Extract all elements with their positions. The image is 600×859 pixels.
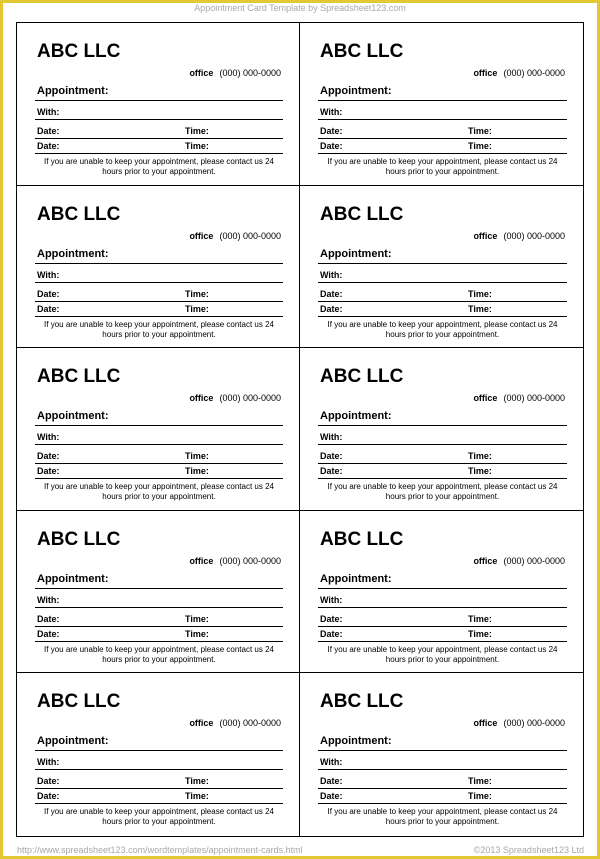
company-name: ABC LLC [37, 41, 121, 62]
appointment-field[interactable] [35, 248, 283, 264]
cancellation-notice: If you are unable to keep your appointment, please contact us 24 hours prior to your appointment. [44, 319, 274, 339]
appointment-label: Appointment: [37, 85, 109, 97]
office-phone: (000) 000-0000 [219, 718, 281, 729]
appointment-field[interactable] [318, 735, 567, 751]
date-label: Date: [37, 303, 60, 314]
appointment-card [17, 673, 300, 836]
appointment-card [17, 186, 300, 349]
appointment-card [300, 348, 583, 511]
date-time-field-2[interactable] [35, 141, 283, 154]
office-phone-row [189, 393, 281, 403]
company-name: ABC LLC [320, 528, 404, 550]
date-time-field[interactable] [35, 614, 283, 627]
with-field[interactable] [35, 270, 283, 283]
with-field[interactable] [35, 595, 283, 608]
date-label: Date: [320, 451, 343, 462]
time-label: Time: [185, 288, 209, 299]
with-field[interactable] [35, 757, 283, 770]
company-name: ABC LLC [320, 366, 404, 388]
cancellation-notice: If you are unable to keep your appointment, please contact us 24 hours prior to your appointment. [44, 482, 274, 502]
appointment-field[interactable] [318, 573, 567, 589]
date-label: Date: [320, 141, 343, 151]
time-label: Time: [468, 776, 492, 787]
company-name: ABC LLC [37, 203, 121, 225]
office-label: office [189, 718, 214, 729]
company-name: ABC LLC [37, 366, 121, 388]
cancellation-notice: If you are unable to keep your appointment, please contact us 24 hours prior to your appointment. [44, 157, 274, 176]
company-name: ABC LLC [320, 691, 404, 713]
office-label: office [473, 393, 498, 404]
date-time-field-2[interactable] [318, 304, 567, 317]
office-label: office [473, 718, 498, 729]
appointment-card [17, 511, 300, 674]
appointment-label: Appointment: [37, 572, 109, 585]
appointment-card [300, 23, 583, 186]
time-label: Time: [185, 613, 209, 624]
appointment-field[interactable] [35, 410, 283, 426]
with-field[interactable] [35, 432, 283, 445]
office-phone-row [473, 68, 565, 78]
document-header: Appointment Card Template by Spreadsheet123.com [194, 3, 406, 13]
with-label: With: [320, 269, 343, 280]
appointment-field[interactable] [318, 410, 567, 426]
company-name: ABC LLC [320, 41, 404, 62]
office-phone-row [473, 556, 565, 566]
with-field[interactable] [318, 432, 567, 445]
date-time-field-2[interactable] [35, 791, 283, 804]
date-label: Date: [320, 791, 343, 802]
date-label: Date: [37, 613, 60, 624]
with-label: With: [37, 269, 60, 280]
company-name: ABC LLC [37, 528, 121, 550]
cancellation-notice: If you are unable to keep your appointment, please contact us 24 hours prior to your appointment. [327, 482, 558, 502]
cancellation-notice: If you are unable to keep your appointment, please contact us 24 hours prior to your appointment. [44, 644, 274, 664]
with-field[interactable] [35, 107, 283, 120]
cancellation-notice: If you are unable to keep your appointment, please contact us 24 hours prior to your appointment. [327, 644, 558, 664]
office-phone: (000) 000-0000 [503, 555, 565, 566]
date-time-field[interactable] [35, 776, 283, 789]
date-label: Date: [37, 141, 60, 151]
appointment-field[interactable] [35, 85, 283, 101]
time-label: Time: [468, 613, 492, 624]
with-label: With: [320, 757, 343, 768]
time-label: Time: [468, 466, 492, 477]
date-time-field-2[interactable] [35, 304, 283, 317]
date-label: Date: [37, 288, 60, 299]
date-time-field[interactable] [318, 289, 567, 302]
office-label: office [189, 68, 214, 78]
office-phone: (000) 000-0000 [219, 230, 281, 241]
with-field[interactable] [318, 107, 567, 120]
date-time-field-2[interactable] [35, 629, 283, 642]
appointment-label: Appointment: [320, 247, 392, 260]
date-label: Date: [37, 466, 60, 477]
date-time-field[interactable] [318, 614, 567, 627]
with-label: With: [37, 107, 60, 117]
with-label: With: [37, 432, 60, 443]
with-label: With: [320, 432, 343, 443]
footer-copyright: ©2013 Spreadsheet123 Ltd [473, 845, 584, 855]
date-time-field[interactable] [35, 451, 283, 464]
office-label: office [473, 68, 498, 78]
time-label: Time: [468, 126, 492, 136]
appointment-label: Appointment: [320, 735, 392, 748]
with-field[interactable] [318, 270, 567, 283]
date-time-field[interactable] [318, 776, 567, 789]
date-time-field[interactable] [318, 126, 567, 139]
time-label: Time: [185, 791, 209, 802]
date-label: Date: [320, 613, 343, 624]
time-label: Time: [185, 628, 209, 639]
time-label: Time: [468, 288, 492, 299]
date-label: Date: [320, 303, 343, 314]
office-phone: (000) 000-0000 [219, 68, 281, 78]
date-label: Date: [37, 628, 60, 639]
office-label: office [189, 230, 214, 241]
appointment-field[interactable] [318, 248, 567, 264]
time-label: Time: [185, 466, 209, 477]
time-label: Time: [468, 791, 492, 802]
appointment-card [17, 348, 300, 511]
date-label: Date: [37, 451, 60, 462]
appointment-label: Appointment: [320, 572, 392, 585]
date-label: Date: [320, 628, 343, 639]
office-label: office [189, 555, 214, 566]
office-phone: (000) 000-0000 [503, 393, 565, 404]
time-label: Time: [185, 303, 209, 314]
date-time-field[interactable] [35, 289, 283, 302]
date-time-field-2[interactable] [318, 791, 567, 804]
office-phone: (000) 000-0000 [503, 68, 565, 78]
appointment-label: Appointment: [37, 735, 109, 748]
appointment-label: Appointment: [37, 247, 109, 260]
appointment-label: Appointment: [37, 410, 109, 423]
date-time-field-2[interactable] [318, 141, 567, 154]
office-phone-row [189, 68, 281, 78]
appointment-field[interactable] [35, 735, 283, 751]
time-label: Time: [185, 126, 209, 136]
time-label: Time: [468, 303, 492, 314]
date-time-field-2[interactable] [35, 466, 283, 479]
date-time-field[interactable] [35, 126, 283, 139]
company-name: ABC LLC [320, 203, 404, 225]
date-label: Date: [320, 288, 343, 299]
appointment-card [300, 511, 583, 674]
appointment-card [17, 23, 300, 186]
with-field[interactable] [318, 757, 567, 770]
appointment-label: Appointment: [320, 85, 392, 97]
office-phone-row [473, 718, 565, 728]
date-time-field[interactable] [318, 451, 567, 464]
company-name: ABC LLC [37, 691, 121, 713]
cancellation-notice: If you are unable to keep your appointment, please contact us 24 hours prior to your appointment. [44, 807, 274, 827]
date-label: Date: [320, 776, 343, 787]
office-phone-row [189, 231, 281, 241]
date-label: Date: [320, 126, 343, 136]
office-phone-row [473, 393, 565, 403]
date-label: Date: [37, 791, 60, 802]
office-phone: (000) 000-0000 [503, 718, 565, 729]
date-label: Date: [320, 466, 343, 477]
appointment-field[interactable] [35, 573, 283, 589]
office-label: office [473, 555, 498, 566]
office-label: office [473, 230, 498, 241]
office-phone: (000) 000-0000 [219, 555, 281, 566]
time-label: Time: [468, 628, 492, 639]
with-label: With: [37, 757, 60, 768]
appointment-card [300, 186, 583, 349]
office-phone-row [189, 556, 281, 566]
date-label: Date: [37, 776, 60, 787]
with-label: With: [37, 594, 60, 605]
with-label: With: [320, 594, 343, 605]
with-label: With: [320, 107, 343, 117]
date-label: Date: [37, 126, 60, 136]
card-sheet [16, 22, 584, 837]
date-time-field-2[interactable] [318, 629, 567, 642]
time-label: Time: [185, 141, 209, 151]
office-phone: (000) 000-0000 [503, 230, 565, 241]
office-phone-row [473, 231, 565, 241]
cancellation-notice: If you are unable to keep your appointment, please contact us 24 hours prior to your appointment. [327, 807, 558, 827]
date-time-field-2[interactable] [318, 466, 567, 479]
footer-url[interactable]: http://www.spreadsheet123.com/wordtemplates/appointment-cards.html [17, 845, 303, 855]
appointment-label: Appointment: [320, 410, 392, 423]
time-label: Time: [468, 141, 492, 151]
office-label: office [189, 393, 214, 404]
appointment-field[interactable] [318, 85, 567, 101]
time-label: Time: [185, 451, 209, 462]
time-label: Time: [468, 451, 492, 462]
appointment-card [300, 673, 583, 836]
with-field[interactable] [318, 595, 567, 608]
office-phone: (000) 000-0000 [219, 393, 281, 404]
time-label: Time: [185, 776, 209, 787]
cancellation-notice: If you are unable to keep your appointment, please contact us 24 hours prior to your appointment. [327, 319, 558, 339]
cancellation-notice: If you are unable to keep your appointment, please contact us 24 hours prior to your appointment. [327, 157, 558, 176]
office-phone-row [189, 718, 281, 728]
